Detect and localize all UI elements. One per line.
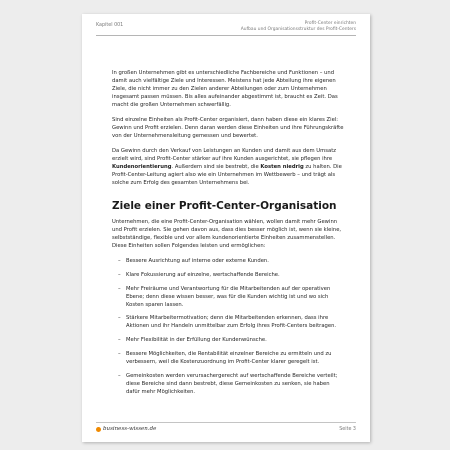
dash-bullet: –	[118, 257, 121, 264]
section-heading: Ziele einer Profit-Center-Organisation	[112, 199, 337, 212]
paragraph-3	[112, 148, 344, 188]
list-item-text: Klare Fokussierung auf einzelne, wertschaffende Bereiche.	[126, 271, 280, 278]
dash-bullet: –	[118, 271, 121, 278]
list-item-text: Mehr Freiräume und Verantwortung für die Mitarbeitenden auf der operativen Ebene; denn diese wissen besser, was für die Kunden wichtig ist und wo sich Kosten sparen lassen.	[126, 285, 331, 308]
dash-bullet: –	[118, 351, 121, 358]
bold-term-kundenorientierung: Kundenorientierung	[112, 164, 172, 171]
list-item	[112, 351, 344, 367]
dash-bullet: –	[118, 285, 121, 292]
list-item	[112, 337, 344, 345]
dash-bullet: –	[118, 372, 121, 379]
footer-logo[interactable]	[96, 426, 156, 432]
dash-bullet: –	[118, 337, 121, 344]
header-section	[241, 21, 356, 33]
document-page	[82, 14, 370, 442]
footer-divider	[96, 422, 356, 423]
list-item-text: Bessere Ausrichtung auf interne oder externe Kunden.	[126, 257, 269, 264]
header-section-title: Profit-Center einrichten	[304, 21, 356, 26]
goals-list	[112, 258, 344, 397]
paragraph-4: Unternehmen, die eine Profit-Center-Organisation wählen, wollen damit mehr Gewinn und Profit erzielen. Sie gehen davon aus, dass dies besser möglich ist, wenn sie kleine, selbstständige, flexible und vor allem kundenorientierte Einheiten zusammenstellen. Diese Einheiten sollen Folgendes leisten und ermöglichen:	[112, 218, 342, 249]
page-content	[112, 70, 344, 403]
header-section-subtitle: Aufbau und Organisationsstruktur des Profit-Centers	[240, 27, 356, 32]
list-item	[112, 315, 344, 331]
logo-dot-icon	[96, 427, 101, 432]
paragraph-3-part-d: zu halten. Die Profit-Center-Leitung agiert also wie ein Unternehmen im Wettbewerb – und trägt als solche zum Erfolg des gesamten Unternehmens bei.	[112, 164, 342, 186]
footer-logo-text: business-wissen.de	[103, 426, 157, 432]
header-divider	[96, 35, 356, 36]
list-item-text: Bessere Möglichkeiten, die Rentabilität einzelner Bereiche zu ermitteln und zu verbessern, weil die Kostenzuordnung im Profit-Center klarer geregelt ist.	[126, 351, 332, 366]
paragraph-1: In großen Unternehmen gibt es unterschiedliche Fachbereiche und Funktionen – und damit auch vielfältige Ziele und Interessen. Meistens hat jede Abteilung ihre eigenen Ziele, die nicht immer zu den Zielen anderer Abteilungen oder zum Unternehmen insgesamt passen müssen. Bis alles aufeinander abgestimmt ist, braucht es Zeit. Das macht die großen Unternehmen schwerfällig.	[112, 70, 338, 108]
paragraph-2: Sind einzelne Einheiten als Profit-Center organisiert, dann haben diese ein klares Ziel: Gewinn und Profit erzielen. Denn daran werden diese Einheiten und ihre Führungskräfte von der Unternehmensleitung gemessen und bewertet.	[112, 117, 344, 139]
list-item	[112, 286, 344, 310]
page-number: Seite 3	[339, 427, 356, 432]
paragraph-3-part-c: . Außerdem sind sie bestrebt, die	[171, 164, 261, 171]
list-item	[112, 258, 344, 266]
list-item	[112, 373, 344, 397]
dash-bullet: –	[118, 315, 121, 322]
list-item	[112, 272, 344, 280]
list-item-text: Gemeinkosten werden verursachergerecht auf wertschaffende Bereiche verteilt; diese Bereiche sind dann bestrebt, diese Gemeinkosten zu senken, sie haben dafür mehr Möglichkeiten.	[126, 372, 338, 395]
list-item-text: Mehr Flexibilität in der Erfüllung der Kundenwünsche.	[126, 337, 267, 344]
paragraph-3-part-a: Da Gewinn durch den Verkauf von Leistungen an Kunden und damit aus dem Umsatz erzielt wird, sind Profit-Center stärker auf ihre Kunden ausgerichtet, sie pflegen ihre	[112, 148, 337, 163]
bold-term-kosten-niedrig: Kosten niedrig	[260, 164, 304, 171]
header-chapter: Kapitel 001	[96, 23, 124, 28]
list-item-text: Stärkere Mitarbeitermotivation; denn die Mitarbeitenden erkennen, dass ihre Aktionen und ihr Handeln unmittelbar zum Erfolg ihres Profit-Centers beitragen.	[126, 315, 337, 330]
